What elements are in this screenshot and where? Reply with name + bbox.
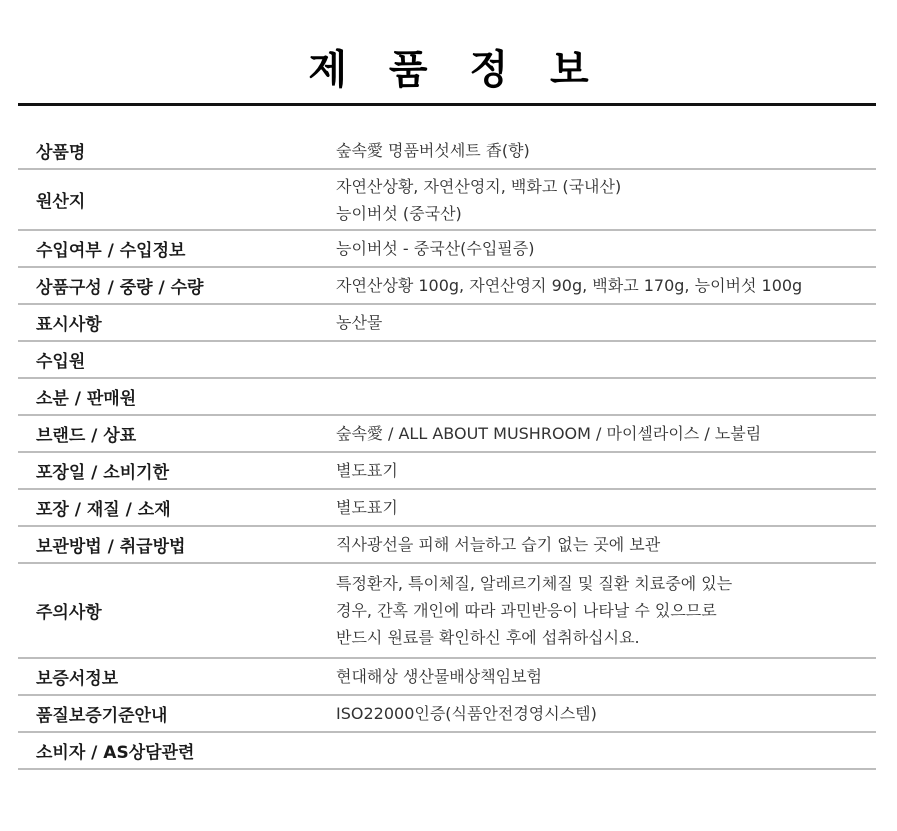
table-row xyxy=(18,733,876,770)
row-label: 소분 / 판매원 xyxy=(36,389,137,409)
value-line: 직사광선을 피해 서늘하고 습기 없는 곳에 보관 xyxy=(336,535,661,554)
table-row xyxy=(18,132,876,170)
row-label: 품질보증기준안내 xyxy=(36,706,168,726)
row-label: 브랜드 / 상표 xyxy=(36,426,137,446)
row-label: 상품구성 / 중량 / 수량 xyxy=(36,278,204,298)
row-value xyxy=(318,494,876,521)
row-label: 소비자 / AS상담관련 xyxy=(36,743,195,763)
value-line: ISO22000인증(식품안전경영시스템) xyxy=(336,704,597,723)
row-label: 원산지 xyxy=(36,192,86,212)
row-label: 수입여부 / 수입정보 xyxy=(36,241,186,261)
row-label: 보증서정보 xyxy=(36,669,119,689)
table-row xyxy=(18,268,876,305)
table-row xyxy=(18,696,876,733)
table-row xyxy=(18,659,876,696)
row-value xyxy=(318,570,876,651)
title-divider xyxy=(18,103,876,106)
table-row xyxy=(18,305,876,342)
value-line: 특정환자, 특이체질, 알레르기체질 및 질환 치료중에 있는 xyxy=(336,574,733,593)
row-label: 표시사항 xyxy=(36,315,102,335)
value-line: 농산물 xyxy=(336,313,383,332)
table-row xyxy=(18,564,876,659)
value-line: 능이버섯 (중국산) xyxy=(336,203,462,223)
row-label: 수입원 xyxy=(36,352,86,372)
value-line: 반드시 원료를 확인하신 후에 섭취하십시요. xyxy=(336,628,640,647)
row-label: 포장 / 재질 / 소재 xyxy=(36,500,171,520)
row-value xyxy=(318,457,876,484)
value-line: 별도표기 xyxy=(336,498,398,517)
row-label: 보관방법 / 취급방법 xyxy=(36,537,186,557)
table-row xyxy=(18,416,876,453)
value-line: 현대해상 생산물배상책임보험 xyxy=(336,667,543,686)
row-label: 상품명 xyxy=(36,142,86,163)
table-row xyxy=(18,342,876,379)
row-value xyxy=(318,137,876,164)
table-row xyxy=(18,170,876,231)
row-value xyxy=(318,420,876,447)
table-row xyxy=(18,490,876,527)
value-line: 자연산상황, 자연산영지, 백화고 (국내산) xyxy=(336,176,622,196)
row-value xyxy=(318,700,876,727)
value-line: 능이버섯 - 중국산(수입필증) xyxy=(336,239,535,258)
value-line: 숲속愛 / ALL ABOUT MUSHROOM / 마이셀라이스 / 노불림 xyxy=(336,424,762,443)
table-row xyxy=(18,453,876,490)
table-row xyxy=(18,379,876,416)
row-value xyxy=(318,663,876,690)
table-row xyxy=(18,231,876,268)
value-line: 별도표기 xyxy=(336,461,398,480)
value-line: 자연산상황 100g, 자연산영지 90g, 백화고 170g, 능이버섯 100g xyxy=(336,276,803,295)
product-info-table xyxy=(18,132,876,770)
row-value xyxy=(318,309,876,336)
row-value xyxy=(318,235,876,262)
row-label: 주의사항 xyxy=(36,603,102,623)
row-value xyxy=(318,173,876,227)
row-value xyxy=(318,272,876,299)
row-label: 포장일 / 소비기한 xyxy=(36,463,169,483)
row-value xyxy=(318,531,876,558)
table-row xyxy=(18,527,876,564)
value-line: 경우, 간혹 개인에 따라 과민반응이 나타날 수 있으므로 xyxy=(336,601,717,620)
value-line: 숲속愛 명품버섯세트 香(향) xyxy=(336,140,530,160)
page-title: 제 품 정 보 xyxy=(308,47,603,93)
